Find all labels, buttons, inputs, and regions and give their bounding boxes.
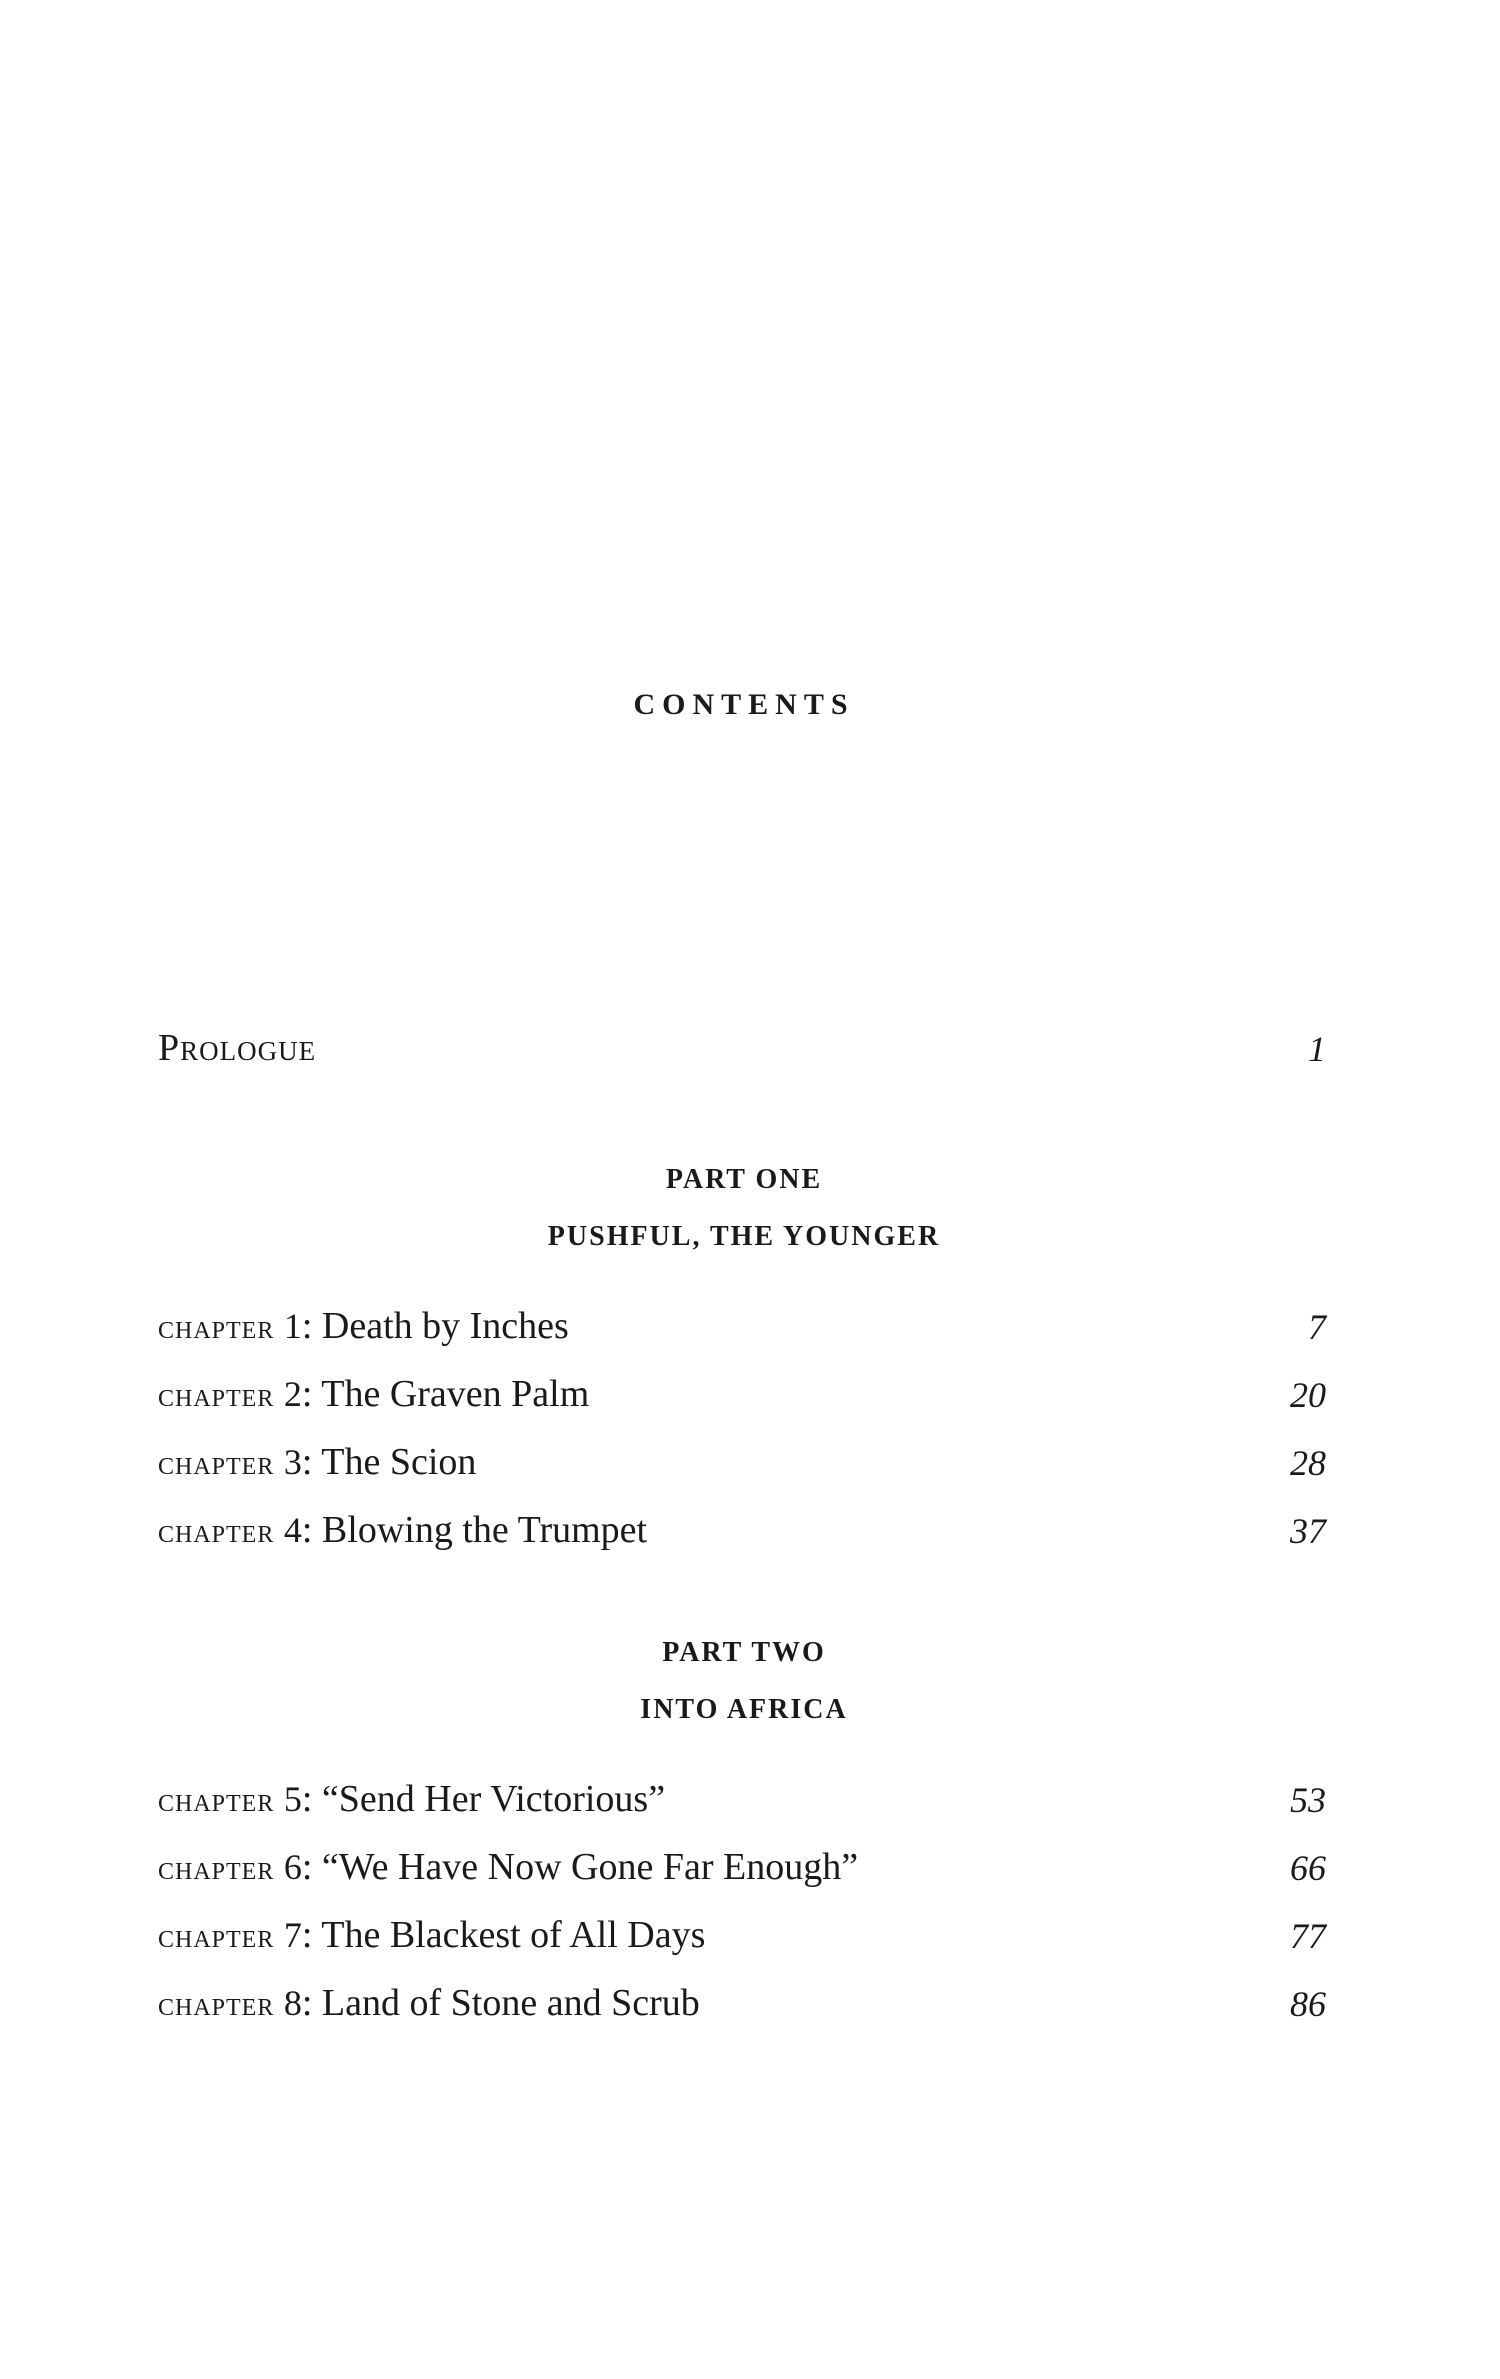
chapter-number: 2 [283,1374,302,1414]
chapter-word: chapter [158,1309,275,1346]
chapter-3-label: chapter 3: The Scion [158,1441,477,1483]
chapter-6-page-number: 66 [1290,1848,1326,1888]
chapter-word: chapter [158,1986,275,2023]
chapter-title: Blowing the Trumpet [321,1509,648,1551]
part-one-label: PART ONE [665,1164,823,1195]
chapter-4-page-number: 37 [1290,1511,1326,1551]
toc-entry-chapter-6[interactable] [158,1839,1326,1899]
chapter-word: chapter [158,1918,275,1955]
chapter-title: The Graven Palm [321,1373,590,1415]
chapter-3-page-number: 28 [1290,1443,1326,1483]
chapter-6-label: chapter 6: “We Have Now Gone Far Enough” [158,1846,859,1888]
chapter-1-page-number: 7 [1308,1307,1326,1347]
chapter-8-label: chapter 8: Land of Stone and Scrub [158,1982,700,2024]
chapter-2-label: chapter 2: The Graven Palm [158,1373,590,1415]
chapter-title: Death by Inches [321,1305,569,1347]
chapter-number: 1 [283,1306,302,1346]
chapter-4-label: chapter 4: Blowing the Trumpet [158,1509,648,1551]
chapter-5-label: chapter 5: “Send Her Victorious” [158,1778,666,1820]
toc-entry-chapter-8[interactable] [158,1975,1326,2035]
prologue-page-number: 1 [1308,1029,1326,1069]
chapter-title: The Blackest of All Days [321,1914,706,1956]
part-two-title: INTO AFRICA [640,1694,848,1725]
chapter-1-label: chapter 1: Death by Inches [158,1305,569,1347]
chapter-number: 6 [283,1847,302,1887]
toc-entry-prologue[interactable] [158,1020,1326,1080]
chapter-word: chapter [158,1513,275,1550]
chapter-2-page-number: 20 [1290,1375,1326,1415]
part-two-label: PART TWO [662,1637,826,1668]
chapter-8-page-number: 86 [1290,1984,1326,2024]
toc-entry-chapter-7[interactable] [158,1907,1326,1967]
chapter-5-page-number: 53 [1290,1780,1326,1820]
chapter-title: The Scion [321,1441,477,1483]
toc-entry-chapter-4[interactable] [158,1502,1326,1562]
chapter-word: chapter [158,1850,275,1887]
prologue-label: Prologue [158,1027,317,1069]
part-one-title: PUSHFUL, THE YOUNGER [547,1221,941,1252]
toc-entry-chapter-1[interactable] [158,1298,1326,1358]
chapter-title: Land of Stone and Scrub [321,1982,700,2024]
chapter-number: 4 [283,1510,302,1550]
chapter-number: 3 [283,1442,302,1482]
chapter-title: “We Have Now Gone Far Enough” [321,1846,859,1888]
chapter-number: 8 [283,1983,302,2023]
chapter-7-label: chapter 7: The Blackest of All Days [158,1914,706,1956]
toc-entry-chapter-3[interactable] [158,1434,1326,1494]
chapter-word: chapter [158,1782,275,1819]
chapter-title: “Send Her Victorious” [321,1778,666,1820]
toc-entry-chapter-2[interactable] [158,1366,1326,1426]
toc-entry-chapter-5[interactable] [158,1771,1326,1831]
chapter-word: chapter [158,1377,275,1414]
contents-heading: CONTENTS [633,688,855,721]
chapter-number: 7 [283,1915,302,1955]
chapter-number: 5 [283,1779,302,1819]
chapter-7-page-number: 77 [1290,1916,1326,1956]
chapter-word: chapter [158,1445,275,1482]
